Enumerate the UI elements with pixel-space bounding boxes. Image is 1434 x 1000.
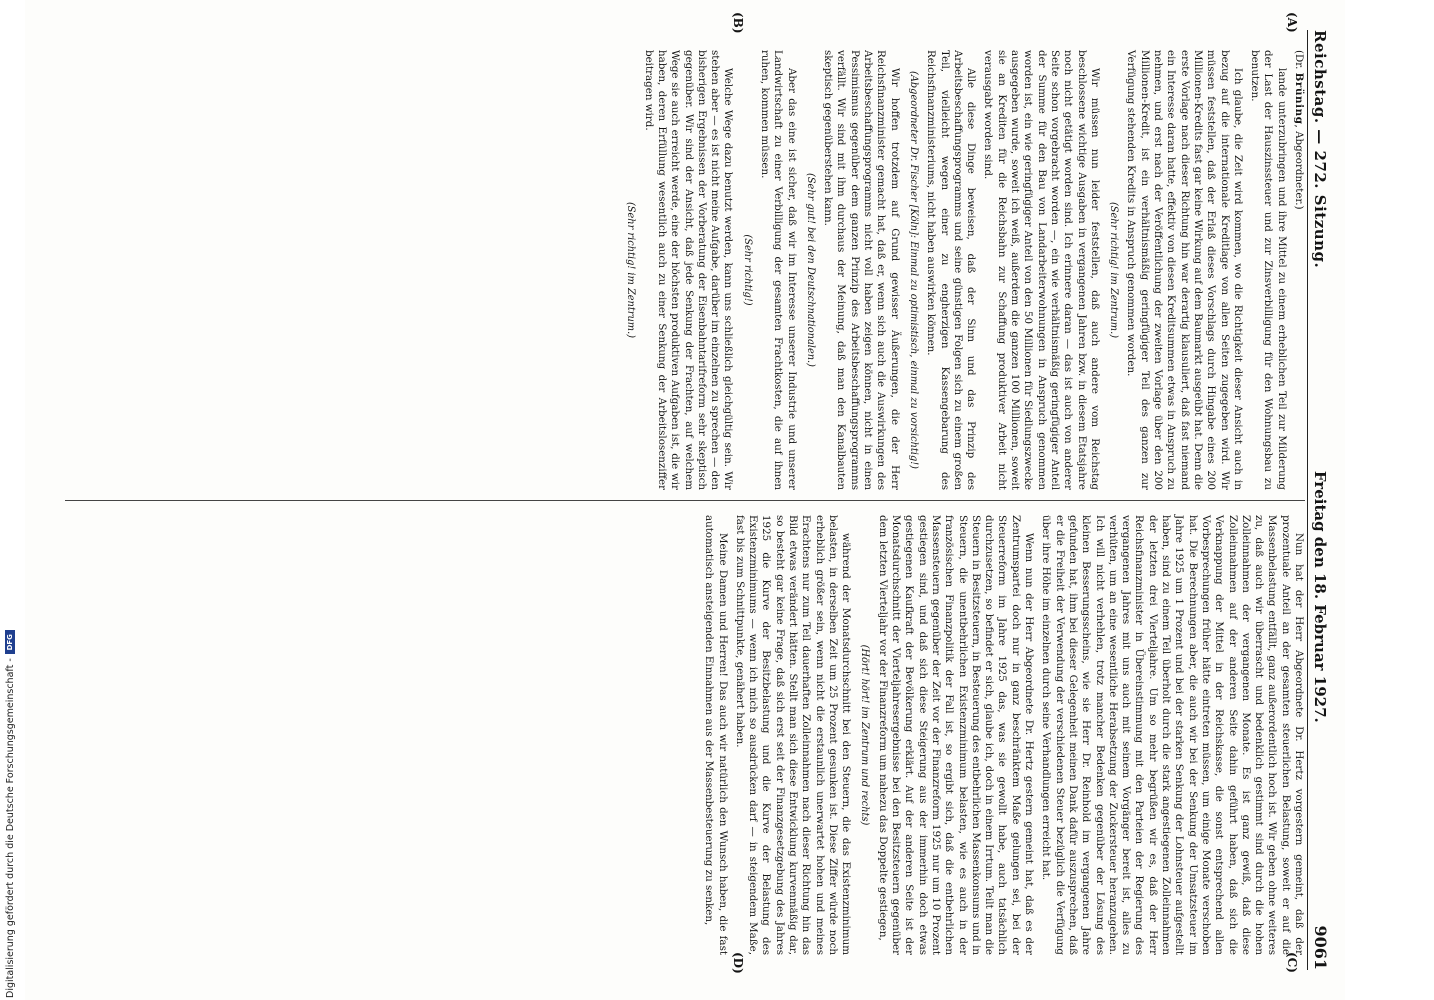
header-date: Freitag den 18. Februar 1927.: [1311, 470, 1329, 723]
page-number: 9061: [1311, 925, 1330, 970]
paragraph: Nun hat der Herr Abgeordnete Dr. Hertz vorgestern gemeint, daß der prozentuale Anteil an der gesamten steuerlichen Belastung, soweit er auf die Massenbelastung entfällt, ganz außerordentlich hoch ist. Wir geben ohne weiteres zu, daß auch wir überrascht und bedenklich gestimmt sind durch die hohen Zolleinnahmen der vergangenen Monate. Es ist ganz gewiß, daß diese Zolleinnahmen auf der anderen Seite dahin geführt haben, daß sich die Verknappung der Mittel in der Reichskasse, die sonst entsprechend allen Vorbesprechungen früher hätte eintreten müssen, um einige Monate verschoben hat. Die Berechnungen aber, die auch wir bei der Senkung der Umsatzsteuer im Jahre 1925 um 1 Prozent und bei der starken Senkung der Lohnsteuer aufgestellt haben, sind zu einem Teil überholt durch die stark angestiegenen Zolleinnahmen der letzten drei Vierteljahre. Um so mehr begrüßen wir es, daß der Herr Reichsfinanzminister in Übereinstimmung mit den Parteien der Regierung des vergangenen Jahres mit uns auch mit seinem Vorgänger bereit ist, alles zu verhüten, um an eine wesentliche Herabsetzung der Zuckersteuer heranzugehen. Ich will nicht verhehlen, trotz mancher Bedenken gegenüber der Lösung des kleinen Besserungsscheins, wie sie Herr Dr. Reinhold im vergangenen Jahre gefunden hat, ihm bei dieser Gelegenheit meinen Dank dafür auszusprechen, daß er die Freiheit der Verwendung der verschiedenen Steuer bezüglich die Verfügung über ihre Höhe im einzelnen durch seine Verhandlungen erreicht hat.: [1040, 515, 1305, 955]
paragraph: lande unterzubringen und ihre Mittel zu einem erheblichen Teil zur Milderung der Last der Hauszinssteuer und zur Zinsverbilligung für den Wohnungsbau zu benutzen.: [1249, 50, 1288, 490]
digitization-credit: [2, 0, 18, 998]
paragraph: Welche Wege dazu benutzt werden, kann uns schließlich gleichgültig sein. Wir stehen aber — es ist nicht meine Aufgabe, darüber im einzelnen zu sprechen — den bisherigen Ergebnissen der Vorberatung der Eisenbahntarifreform sehr skeptisch gegenüber. Wir sind der Ansicht, daß jede Senkung der Frachten, auf welchem Wege sie auch erreicht werde, eine der höchsten produktiven Aufgaben ist, die wir haben, deren Erfüllung wesentlich auch zu einer Senkung der Arbeitslosenziffer beitragen wird.: [642, 50, 735, 490]
margin-mark-c: (C): [1285, 952, 1299, 973]
interjection: (Hört! hört! im Zentrum und rechts): [859, 644, 871, 826]
scanned-page: [25, 0, 1345, 1000]
paragraph: Alle diese Dinge beweisen, daß der Sinn und das Prinzip des Arbeitsbeschaffungsprogramms und seine günstigen Folgen sich zu einem großen Teil, vielleicht wegen einer zu engherzigen Kassengebarung des Reichsfinanzministeriums, nicht haben auswirken können.: [925, 50, 978, 490]
margin-mark-d: (D): [731, 952, 745, 974]
interjection: (Sehr richtig! im Zentrum.): [625, 201, 637, 339]
left-column: [65, 50, 1305, 490]
paragraph: Wir müssen nun leider feststellen, daß auch andere vom Reichstag beschlossene wichtige Ausgaben in vergangenen Jahren bzw. in diesem Etatsjahre noch nicht getätigt worden sind. Ich erinnere daran — das ist auch von anderer Seite schon vorgebracht worden —, ein wie verhältnismäßig geringfügiger Anteil der Summe für den Bau von Landarbeiterwohnungen in Anspruch genommen worden ist, ein wie geringfügiger Anteil von den 50 Millionen für Siedlungszwecke ausgegeben wurde, soweit ich weiß, außerdem die ganzen 100 Millionen, soweit sie an Krediten für die Reichsbahn zur Schaffung produktiver Arbeit nicht verausgabt worden sind.: [982, 50, 1101, 490]
dfg-logo-icon: DFG: [5, 630, 15, 654]
credit-text: Digitalisierung gefördert durch die Deutsche Forschungsgemeinschaft -: [4, 658, 16, 998]
interjection: (Sehr richtig! im Zentrum.): [1108, 201, 1120, 339]
interjection: (Sehr gut! bei den Deutschnationalen.): [804, 173, 816, 367]
paragraph: Ich glaube, die Zeit wird kommen, wo die Richtigkeit dieser Ansicht auch in bezug auf die internationale Kreditlage von allen Seiten zugegeben wird. Wir müssen feststellen, daß der Erlaß dieses Vorschlags durch Hingabe eines 200 Millionen-Kredits fast gar keine Wirkung auf dem Baumarkt ausgeübt hat. Denn die erste Vorlage nach dieser Richtung hin war derartig klausuliert, daß fast niemand ein Interesse daran hatte, effektiv von diesen Kreditsummen etwas in Anspruch zu nehmen, und erst nach der Veröffentlichung der zweiten Vorlage über den 200 Millionen-Kredit, ist ein verhältnismäßig geringfügiger Teil des ganzen zur Verfügung stehenden Kredits in Anspruch genommen worden.: [1125, 50, 1244, 490]
speaker-line: [1292, 50, 1305, 490]
margin-mark-a: (A): [1285, 12, 1299, 33]
speaker-prefix: (Dr.: [1293, 50, 1305, 70]
paragraph: während der Monatsdurchschnitt bei den Steuern, die das Existenzminimum belasten, in derselben Zeit um 25 Prozent gesunken ist. Diese Ziffer würde noch erheblich größer sein, wenn nicht die erstaunlich unerwartet hohen und meines Erachtens nur zum Teil dauerhaften Zolleinnahmen nach dieser Richtung hin das Bild etwas verändert hätten. Stellt man sich diese Entwicklung kurvenmäßig dar, so besteht gar keine Frage, daß sich erst seit der Finanzgesetzgebung des Jahres 1925 die Kurve der Besitzbelastung und die Kurve der Belastung des Existenzminimums — wenn ich mich so ausdrücken darf — in steigendem Maße, fast bis zum Schnittpunkte, genähert haben.: [733, 515, 853, 955]
right-column: [65, 515, 1305, 955]
interjection: (Sehr richtig!): [741, 234, 753, 306]
speaker-name: Brüning: [1293, 72, 1305, 125]
paragraph: Aber das eine ist sicher, daß wir im Interesse unserer Industrie und unserer Landwirtschaft zu einer Verbilligung der gesamten Frachtkosten, die auf ihnen ruhen, kommen müssen.: [759, 50, 798, 490]
paragraph: Meine Damen und Herren! Das auch wir natürlich den Wunsch haben, die fast automatisch ansteigenden Einnahmen aus der Massenbesteuerung zu senken,: [703, 515, 729, 955]
page-header: [1307, 30, 1341, 970]
margin-mark-b: (B): [731, 12, 745, 34]
paragraph: Wir hoffen trotzdem auf Grund gewisser Äußerungen, die der Herr Reichsfinanzminister gemacht hat, daß er, wenn sich auch die Auswirkungen des Arbeitsbeschaffungsprogramms nicht voll haben zeigen können, nicht in einen Pessimismus gegenüber dem ganzen Prinzip des Arbeitsbeschaffungsprogramms verfällt. Wir sind mit ihm durchaus der Meinung, daß man den Kanalbauten skeptisch gegenüberstehen kann.: [822, 50, 901, 490]
interjection: (Abgeordneter Dr. Fischer [Köln]: Einmal zu optimistisch, einmal zu vorsichtig!): [907, 71, 919, 469]
header-title: Reichstag. — 272. Sitzung.: [1311, 30, 1329, 269]
column-divider: [65, 500, 1305, 501]
speaker-role: , Abgeordneter.): [1293, 124, 1305, 210]
paragraph: Wenn nun der Herr Abgeordnete Dr. Hertz gestern gemeint hat, daß es der Zentrumspartei doch nur in ganz beschränktem Maße gelungen sei, bei der Steuerreform im Jahre 1925 das, was sie gewollt habe, auch tatsächlich durchzusetzen, so befindet er sich, glaube ich, doch in einem Irrtum. Teilt man die Steuern in Besitzsteuern, in Besteuerung des entbehrlichen Massenkonsums und in Steuern, die unentbehrlichen Existenzminimum belasten, wie es auch in der französischen Finanzpolitik der Fall ist, so ergibt sich, daß die entbehrlichen Massensteuern gegenüber der Zeit vor der Finanzreform 1925 nur um 10 Prozent gestiegen sind, und daß sich diese Steigerung aus der immerhin doch etwas gestiegenen Kaufkraft der Bevölkerung erklärt. Auf der anderen Seite ist der Monatsdurchschnitt der Vierteljahresergebnisse bei den Besitzsteuern gegenüber dem letzten Vierteljahr vor der Finanzreform um nahezu das Doppelte gestiegen,: [876, 515, 1036, 955]
